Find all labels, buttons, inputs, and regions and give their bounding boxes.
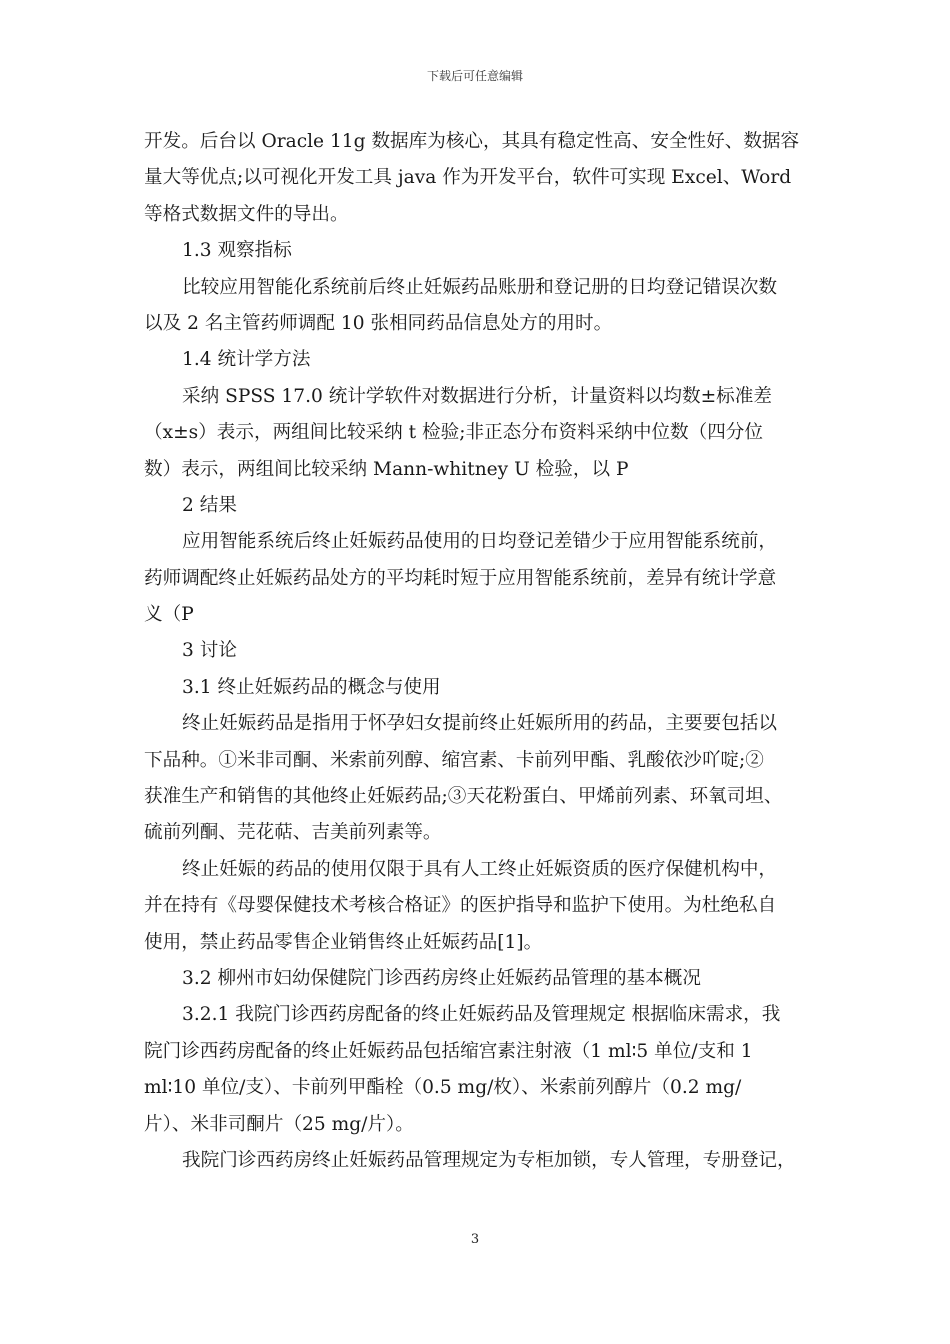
text-line: 义（P: [144, 604, 194, 626]
text-line: 下品种。①米非司酮、米索前列醇、缩宫素、卡前列甲酯、乳酸依沙吖啶;②: [144, 749, 764, 771]
text-line: 我院门诊西药房终止妊娠药品管理规定为专柜加锁，专人管理，专册登记，: [182, 1149, 796, 1171]
document-body: [144, 124, 814, 1179]
text-line: 院门诊西药房配备的终止妊娠药品包括缩宫素注射液（1 ml∶5 单位/支和 1: [144, 1040, 753, 1062]
text-line: 3.2.1 我院门诊西药房配备的终止妊娠药品及管理规定 根据临床需求，我: [182, 1004, 781, 1026]
text-line: 1.4 统计学方法: [182, 349, 311, 371]
text-line: 采纳 SPSS 17.0 统计学软件对数据进行分析，计量资料以均数±标准差: [182, 385, 772, 407]
text-line: 3 讨论: [182, 640, 237, 662]
text-line: 2 结果: [182, 494, 237, 516]
text-line: 开发。后台以 Oracle 11g 数据库为核心，其具有稳定性高、安全性好、数据容: [144, 131, 800, 152]
text-line: 等格式数据文件的导出。: [144, 203, 349, 225]
text-line: （x±s）表示，两组间比较采纳 t 检验;非正态分布资料采纳中位数（四分位: [144, 422, 763, 444]
text-line: 药师调配终止妊娠药品处方的平均耗时短于应用智能系统前，差异有统计学意: [144, 567, 777, 589]
text-line: 获准生产和销售的其他终止妊娠药品;③天花粉蛋白、甲烯前列素、环氧司坦、: [144, 786, 783, 808]
page-number: 3: [470, 1232, 480, 1247]
text-line: 片）、米非司酮片（25 mg/片）。: [144, 1113, 414, 1135]
text-line: 3.2 柳州市妇幼保健院门诊西药房终止妊娠药品管理的基本概况: [182, 967, 701, 989]
text-line: 比较应用智能化系统前后终止妊娠药品账册和登记册的日均登记错误次数: [182, 276, 778, 298]
text-line: 终止妊娠的药品的使用仅限于具有人工终止妊娠资质的医疗保健机构中，: [182, 858, 778, 880]
text-line: 并在持有《母婴保健技术考核合格证》的医护指导和监护下使用。为杜绝私自: [144, 895, 777, 917]
text-line: 3.1 终止妊娠药品的概念与使用: [182, 676, 441, 698]
text-line: 使用，禁止药品零售企业销售终止妊娠药品[1]。: [144, 931, 543, 953]
text-line: ml∶10 单位/支）、卡前列甲酯栓（0.5 mg/枚）、米索前列醇片（0.2 mg/: [144, 1077, 742, 1099]
text-line: 1.3 观察指标: [182, 240, 292, 262]
text-line: 量大等优点;以可视化开发工具 java 作为开发平台，软件可实现 Excel、Word: [144, 167, 792, 189]
text-line: 数）表示，两组间比较采纳 Mann-whitney U 检验，以 P: [144, 458, 629, 480]
page-header: 下载后可任意编辑: [426, 69, 523, 83]
text-line: 以及 2 名主管药师调配 10 张相同药品信息处方的用时。: [144, 312, 613, 334]
text-line: 硫前列酮、芫花萜、吉美前列素等。: [144, 822, 442, 844]
text-line: 应用智能系统后终止妊娠药品使用的日均登记差错少于应用智能系统前，: [182, 531, 778, 553]
text-line: 终止妊娠药品是指用于怀孕妇女提前终止妊娠所用的药品，主要要包括以: [182, 713, 778, 735]
